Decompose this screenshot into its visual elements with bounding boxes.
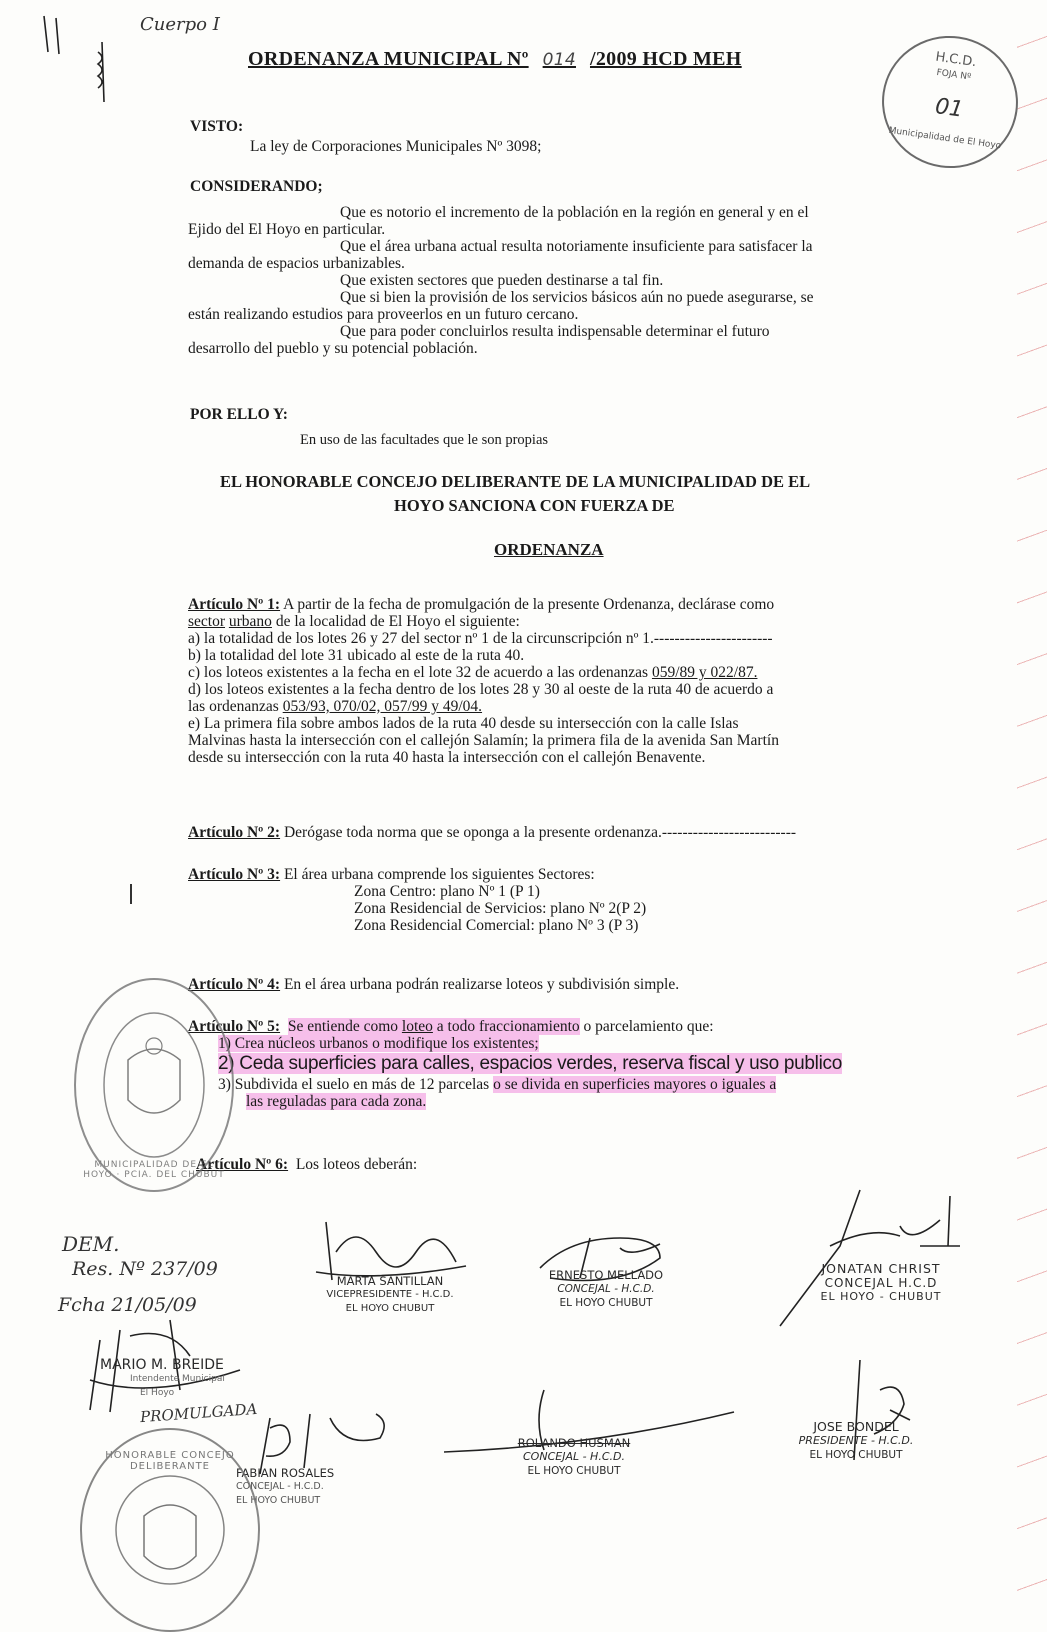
visto-heading: VISTO: — [190, 118, 244, 135]
signature-block-christ: JONATAN CHRIST CONCEJAL H.C.D EL HOYO - CHUBUT — [820, 1261, 942, 1303]
municipal-seal: MUNICIPALIDAD DE EL HOYO · PCIA. DEL CHUBUT — [74, 978, 234, 1192]
hcd-seal: HONORABLE CONCEJO DELIBERANTE — [80, 1428, 260, 1632]
signature-block-mellado: ERNESTO MELLADO CONCEJAL - H.C.D. EL HOYO CHUBUT — [548, 1268, 664, 1309]
visto-text: La ley de Corporaciones Municipales Nº 3098; — [250, 138, 542, 155]
margin-mark — [130, 884, 132, 904]
article-6: Artículo Nº 6: Los loteos deberán: — [196, 1156, 418, 1173]
handwritten-dem: DEM. — [62, 1232, 120, 1256]
signature-block-breide: MARIO M. BREIDE Intendente Municipal El Hoyo — [100, 1357, 225, 1398]
folio-stamp: H.C.D. FOJA Nº 01 Municipalidad de El Hoyo — [873, 27, 1026, 177]
article-5: Artículo Nº 5: Se entiende como loteo a todo fraccionamiento o parcelamiento que: 1) Crea núcleos urbanos o modifique los existentes; 2) Ceda superficies para calles, espacios verdes, reserva fiscal y uso publico 3) Subdivida el suelo en más de 12 parcelas o se divida en superficies mayores o iguales a las reguladas para cada zona. — [188, 1018, 842, 1110]
corner-marks — [40, 12, 120, 117]
article-1: Artículo Nº 1: A partir de la fecha de promulgación de la presente Ordenanza, declárase como sector urbano de la localidad de El Hoyo el siguiente: a) la totalidad de los lotes 26 y 27 del sector nº 1 de la circunscripción nº 1.----------------------- b) la totalidad del lote 31 ubicado al este de la ruta 40. c) los loteos existentes a la fecha en el lote 32 de acuerdo a las ordenanzas 059/89 y 022/87. d) los loteos existentes a la fecha dentro de los lotes 28 y 30 al oeste de la ruta 40 de acuerdo a las ordenanzas 053/93, 070/02, 057/99 y 49/04. e) La primera fila sobre ambos lados de la ruta 40 desde su intersección con la calle Islas Malvinas hasta la intersección con el callejón Salamín; la primera fila de la avenida San Martín desde su intersección con la ruta 40 hasta la intersección con el callejón Benavente. — [188, 596, 779, 766]
handwritten-promulgada: PROMULGADA — [139, 1399, 258, 1427]
por-ello-text: En uso de las facultades que le son propias — [300, 432, 549, 448]
signature-block-santillan: MARTA SANTILLAN VICEPRESIDENTE - H.C.D. EL HOYO CHUBUT — [326, 1274, 454, 1314]
page-title: ORDENANZA MUNICIPAL Nº 014 /2009 HCD MEH — [248, 48, 742, 70]
signature-block-bondel: JOSE BONDEL PRESIDENTE - H.C.D. EL HOYO CHUBUT — [798, 1419, 914, 1461]
article-4: Artículo Nº 4: En el área urbana podrán realizarse loteos y subdivisión simple. — [188, 976, 680, 993]
ordinance-number: 014 — [542, 50, 576, 70]
article-3: Artículo Nº 3: El área urbana comprende los siguientes Sectores: Zona Centro: plano Nº 1 (P 1) Zona Residencial de Servicios: plano Nº 2(P 2) Zona Residencial Comercial: plano Nº 3 (P 3) — [188, 866, 647, 934]
article-2: Artículo Nº 2: Derógase toda norma que se oponga a la presente ordenanza.-------------------------- — [188, 824, 797, 841]
signature-block-husman: ROLANDO HUSMAN CONCEJAL - H.C.D. EL HOYO CHUBUT — [517, 1436, 631, 1477]
considerando-body: Que es notorio el incremento de la población en la región en general y en el Ejido del El Hoyo en particular. Que el área urbana actual resulta notoriamente insuficiente para satisfacer la demanda de espacios urbanizables. Que existen sectores que pueden destinarse a tal fin. Que si bien la provisión de los servicios básicos aún no puede asegurarse, se están realizando estudios para proveerlos en un futuro cercano. Que para poder concluirlos resulta indispensable determinar el futuro desarrollo del pueblo y su potencial población. — [188, 204, 814, 357]
sanciona-line2: HOYO SANCIONA CON FUERZA DE — [394, 496, 675, 515]
considerando-heading: CONSIDERANDO; — [190, 178, 323, 195]
signature-block-rosales: FABIAN ROSALES CONCEJAL - H.C.D. EL HOYO CHUBUT — [236, 1466, 335, 1506]
por-ello-heading: POR ELLO Y: — [190, 406, 288, 423]
handwritten-resolution: Res. Nº 237/09 — [72, 1258, 218, 1280]
handwritten-date: Fcha 21/05/09 — [58, 1294, 197, 1316]
ordenanza-heading: ORDENANZA — [494, 540, 604, 559]
corner-note: Cuerpo I — [140, 14, 220, 35]
margin-lines — [1017, 0, 1047, 1600]
sanciona-line1: EL HONORABLE CONCEJO DELIBERANTE DE LA MUNICIPALIDAD DE EL — [220, 472, 811, 491]
